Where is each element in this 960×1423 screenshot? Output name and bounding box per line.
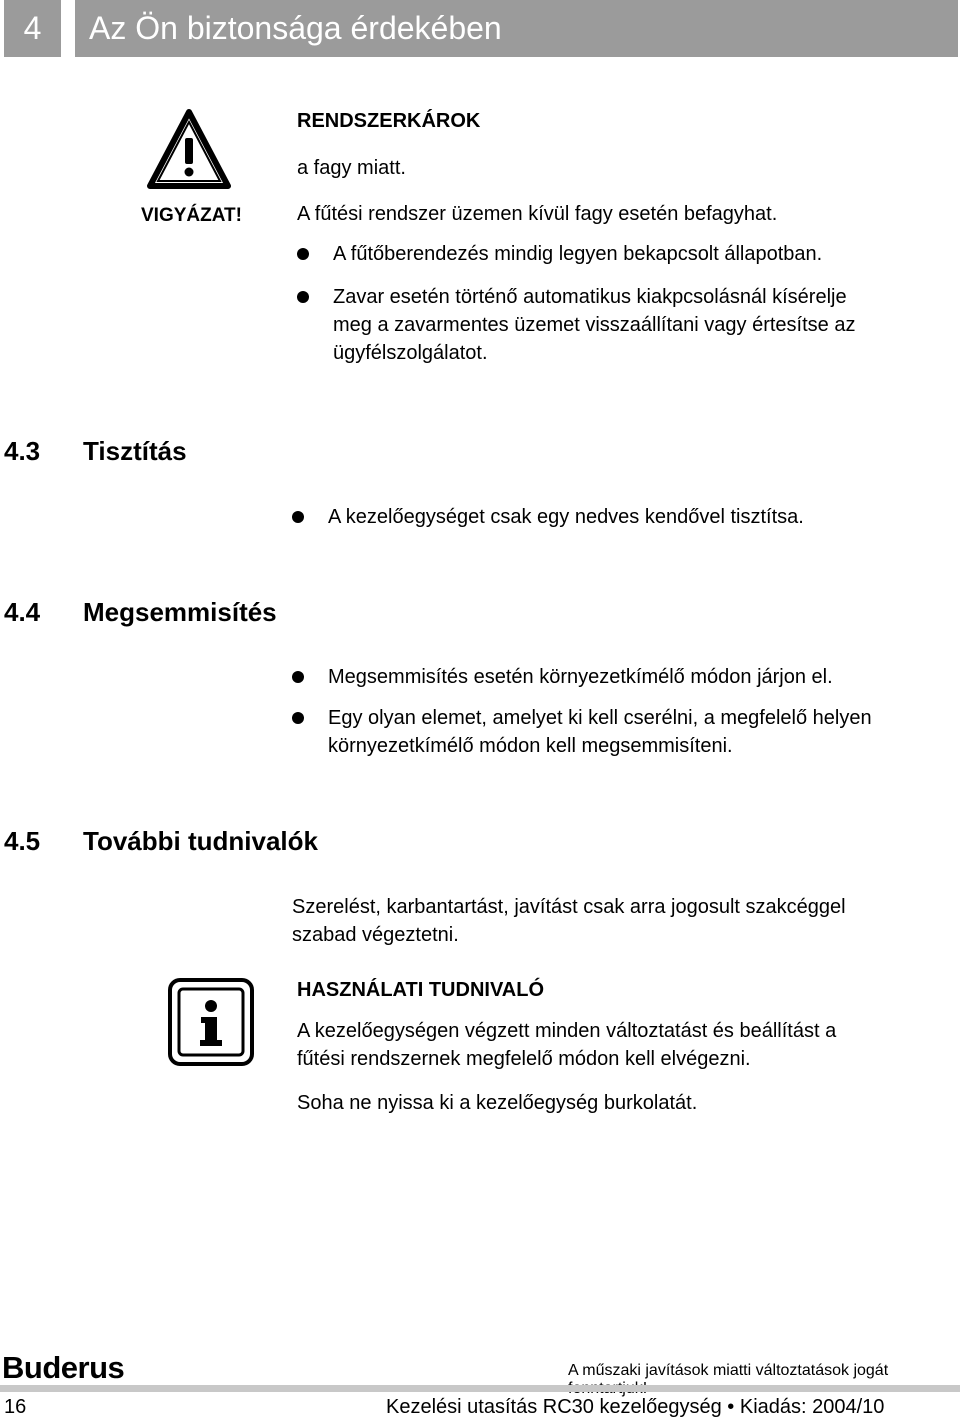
- bullet-icon: [297, 248, 309, 260]
- section-4-4-bullet-2-line-1: Egy olyan elemet, amelyet ki kell cserélni, a megfelelő helyen: [328, 707, 872, 729]
- section-4-5-text-line-2: szabad végeztetni.: [292, 924, 459, 946]
- note-title: HASZNÁLATI TUDNIVALÓ: [297, 979, 545, 1001]
- bullet-icon: [292, 671, 304, 683]
- note-line-2: fűtési rendszernek megfelelő módon kell elvégezni.: [297, 1048, 751, 1070]
- section-4-5-title: További tudnivalók: [83, 826, 318, 856]
- warning-triangle-icon: [146, 108, 232, 190]
- warning-bullet-2-line-1: Zavar esetén történő automatikus kiakpcsolásnál kísérelje: [333, 286, 847, 308]
- warning-bullet-1: A fűtőberendezés mindig legyen bekapcsolt állapotban.: [333, 243, 823, 265]
- chapter-title: Az Ön biztonsága érdekében: [75, 0, 958, 57]
- warning-bullet-2-line-3: ügyfélszolgálatot.: [333, 342, 488, 364]
- warning-label: VIGYÁZAT!: [141, 205, 242, 226]
- section-4-4-bullet-1: Megsemmisítés esetén környezetkímélő módon járjon el.: [328, 666, 833, 688]
- chapter-number: 4: [4, 0, 61, 57]
- footer-notice: A műszaki javítások miatti változtatások jogát: [568, 1362, 889, 1379]
- info-icon: [168, 978, 254, 1066]
- bullet-icon: [292, 712, 304, 724]
- footer-divider: [0, 1385, 960, 1392]
- warning-bullet-2-line-2: meg a zavarmentes üzemet visszaállítani vagy értesítse az: [333, 314, 856, 336]
- page-number: 16: [4, 1396, 27, 1418]
- note-line-1: A kezelőegységen végzett minden változtatást és beállítást a: [297, 1020, 837, 1042]
- bullet-icon: [297, 291, 309, 303]
- document-info: Kezelési utasítás RC30 kezelőegység • Kiadás: 2004/10: [386, 1396, 885, 1418]
- section-4-4-title: Megsemmisítés: [83, 597, 277, 627]
- section-4-3-bullet-1: A kezelőegységet csak egy nedves kendővel tisztítsa.: [328, 506, 804, 528]
- warning-subtitle: a fagy miatt.: [297, 157, 406, 179]
- brand-logo: Buderus: [2, 1350, 125, 1385]
- warning-title: RENDSZERKÁROK: [297, 110, 481, 132]
- section-4-3-title: Tisztítás: [83, 436, 187, 466]
- section-4-4-number: 4.4: [4, 597, 41, 627]
- section-4-4-bullet-2-line-2: környezetkímélő módon kell megsemmisíteni.: [328, 735, 733, 757]
- section-4-3-number: 4.3: [4, 436, 41, 466]
- note-extra: Soha ne nyissa ki a kezelőegység burkolatát.: [297, 1092, 698, 1114]
- warning-text: A fűtési rendszer üzemen kívül fagy esetén befagyhat.: [297, 203, 778, 225]
- section-4-5-text-line-1: Szerelést, karbantartást, javítást csak arra jogosult szakcéggel: [292, 896, 846, 918]
- bullet-icon: [292, 511, 304, 523]
- section-4-5-number: 4.5: [4, 826, 41, 856]
